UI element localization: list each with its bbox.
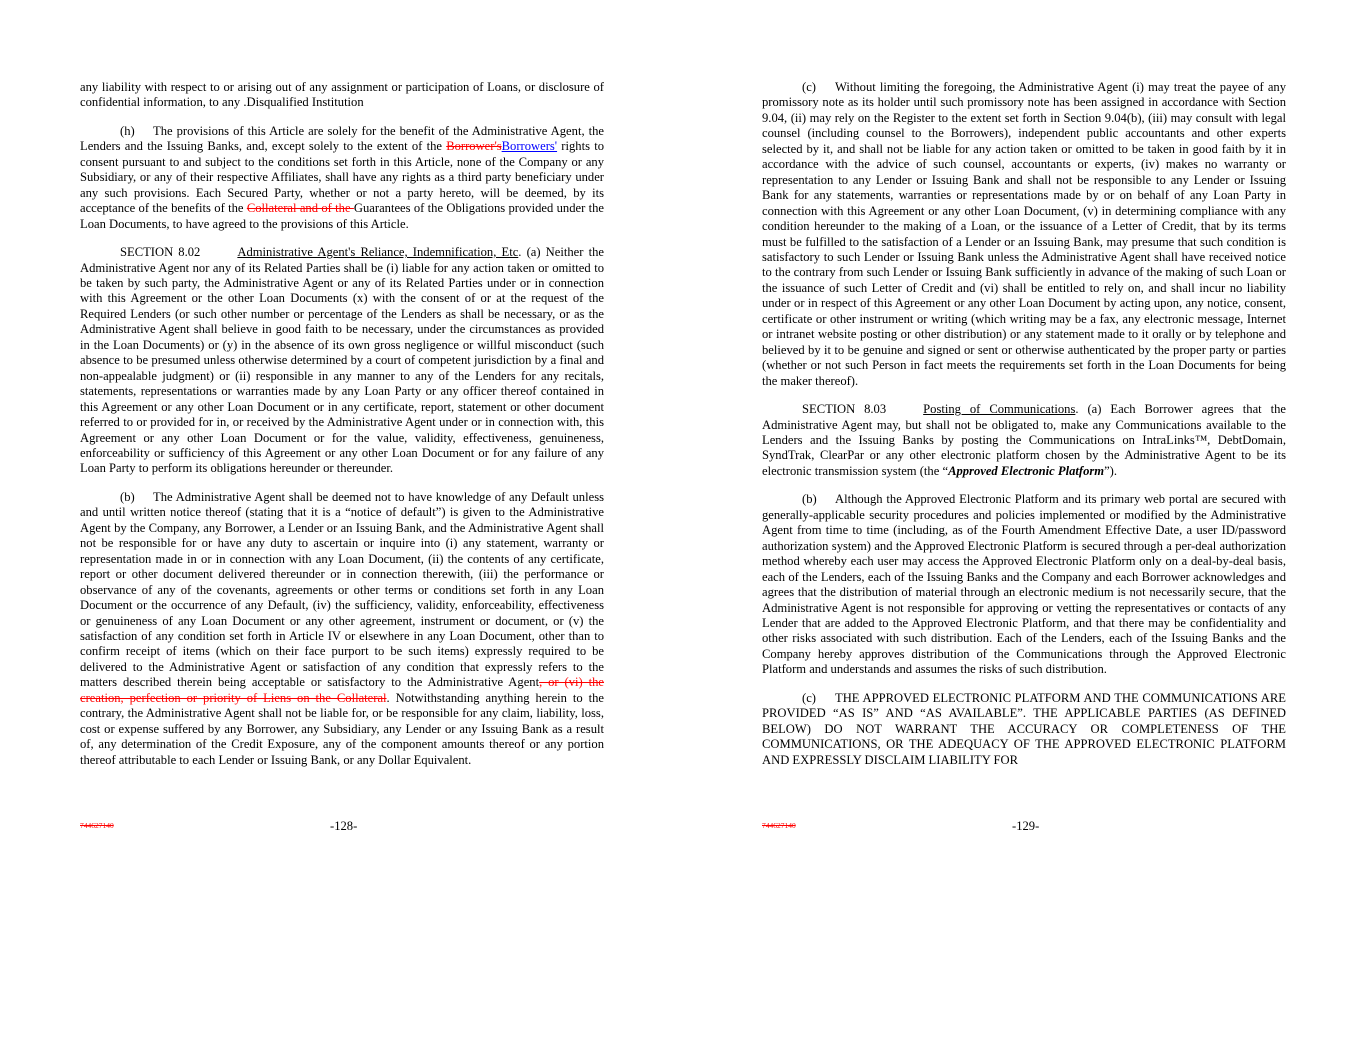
- deleted-text: , or (vi) the creation, perfection or priority of Liens on the Collateral: [80, 675, 604, 705]
- deleted-text: Borrower's: [446, 139, 502, 154]
- paragraph-b: [762, 492, 1286, 677]
- defined-term: Approved Electronic Platform: [948, 463, 1105, 478]
- paragraph-c: [762, 80, 1286, 389]
- page-129: [762, 80, 1286, 781]
- section-heading: Posting of Communications: [923, 402, 1076, 417]
- paragraph-text: Although the Approved Electronic Platform and its primary web portal are secured with generally-applicable security procedures and policies implemented or modified by the Administrative Agent from time to time (including, as of the Fourth Amendment Effective Date, a user ID/password authorization system) and the Approved Electronic Platform is secured through a per-deal authorization method whereby each user may access the Approved Electronic Platform only on a deal-by-deal basis, each of the Lenders, each of the Issuing Banks and the Company and each Borrower acknowledges and agrees that the distribution of material through an electronic medium is not necessarily secure, that the Administrative Agent is not responsible for approving or vetting the representatives or contacts of any Lender that are added to the Approved Electronic Platform, and that there may be confidentiality and other risks associated with such distribution. Each of the Lenders, each of the Issuing Banks and the Company hereby approves distribution of the Communications through the Approved Electronic Platform and understands and assumes the risks of such distribution.: [762, 492, 1286, 677]
- paragraph-text: The provisions of this Article are solely for the benefit of the Administrative Agent, the Lenders and the Issuing Banks, and, except solely to the extent of the: [80, 123, 604, 154]
- paragraph-b: [80, 490, 604, 768]
- paragraph-text: THE APPROVED ELECTRONIC PLATFORM AND THE COMMUNICATIONS ARE PROVIDED “AS IS” AND “AS AVAILABLE”. THE APPLICABLE PARTIES (AS DEFINED BELOW) DO NOT WARRANT THE ACCURACY OR COMPLETENESS OF THE COMMUNICATIONS, OR THE ADEQUACY OF THE APPROVED ELECTRONIC PLATFORM AND EXPRESSLY DISCLAIM LIABILITY FOR: [762, 690, 1286, 767]
- footer-document-id: 744627140: [762, 821, 796, 830]
- section-label: SECTION 8.02: [120, 245, 201, 260]
- paragraph-text: Without limiting the foregoing, the Administrative Agent (i) may treat the payee of any promissory note as its holder until such promissory note has been assigned in accordance with Section 9.04, (ii) may rely on the Register to the extent set forth in Section 9.04(b), (iii) may consult with legal counsel (including counsel to the Borrowers), independent public accountants and other experts selected by it, and shall not be liable for any action taken or omitted to be taken in good faith by it in accordance with the advice of such counsel, accountants or experts, (iv) makes no warranty or representation to any Lender or Issuing Bank and shall not be responsible to any Lender or Issuing Bank for any statements, warranties or representations made by or on behalf of any Loan Party in connection with this Agreement or any other Loan Document, (v) in determining compliance with any condition hereunder to the making of a Loan, or the issuance of a Letter of Credit, that by its terms must be fulfilled to the satisfaction of a Lender or an Issuing Bank, may presume that such condition is satisfactory to such Lender or Issuing Bank unless the Administrative Agent shall have received notice to the contrary from such Lender or Issuing Bank sufficiently in advance of the making of such Loan or the issuance of such Letter of Credit and (vi) shall be entitled to rely on, and shall incur no liability under or in respect of this Agreement or any other Loan Document by acting upon, any notice, consent, certificate or other instrument or writing (which writing may be a fax, any electronic message, Internet or intranet website posting or other distribution) or any statement made to it orally or by telephone and believed by it to be genuine and signed or sent or otherwise authenticated by the proper party or parties (whether or not such Person in fact meets the requirements set forth in the Loan Documents for being the maker thereof).: [762, 80, 1286, 388]
- paragraph-label: (c): [802, 80, 816, 94]
- paragraph-label: (b): [120, 489, 135, 504]
- page-128: [80, 80, 604, 781]
- paragraph-continuation: any liability with respect to or arising out of any assignment or participation of Loans, or disclosure of confidential information, to any .Disqualified Institution: [80, 80, 604, 110]
- section-text: . (a) Each Borrower agrees that the Administrative Agent may, but shall not be obligated to, make any Communications available to the Lenders and the Issuing Banks by posting the Communications on IntraLinks™, DebtDomain, SyndTrak, ClearPar or any other electronic platform chosen by the Administrative Agent to be its electronic transmission system (the “: [762, 402, 1286, 478]
- section-text: ”).: [1104, 463, 1118, 478]
- paragraph-h: [80, 124, 604, 232]
- paragraph-label: (c): [802, 690, 816, 705]
- page-number: -128-: [330, 819, 358, 833]
- paragraph-c-disclaimer: [762, 691, 1286, 768]
- section-heading: Administrative Agent's Reliance, Indemnification, Etc: [237, 245, 519, 260]
- paragraph-text: The Administrative Agent shall be deemed not to have knowledge of any Default unless and until written notice thereof (stating that it is a “notice of default”) is given to the Administrative Agent by the Company, any Borrower, a Lender or an Issuing Bank, and the Administrative Agent shall not be responsible for or have any duty to ascertain or inquire into (i) any statement, warranty or representation made in or in connection with any Loan Document, (ii) the contents of any certificate, report or other document delivered thereunder or in connection therewith, (iii) the performance or observance of any of the covenants, agreements or other terms or conditions set forth in any Loan Document or the occurrence of any Default, (iv) the sufficiency, validity, enforceability, effectiveness or genuineness of any Loan Document or any other agreement, instrument or document, or (v) the satisfaction of any condition set forth in Article IV or elsewhere in any Loan Document, other than to confirm receipt of items (which on their face purport to be such items) expressly required to be delivered to the Administrative Agent or satisfaction of any condition that expressly refers to the matters described therein being acceptable or satisfactory to the Administrative Agent: [80, 489, 604, 690]
- paragraph-text: Guarantees of the Obligations provided under the Loan Documents, to have agreed to the provisions of this Article.: [80, 201, 604, 231]
- paragraph-text: . Notwithstanding anything herein to the contrary, the Administrative Agent shall not be liable for, or be responsible for any claim, liability, loss, cost or expense suffered by any Borrower, any Subsidiary, any Lender or any Issuing Bank as a result of, any determination of the Credit Exposure, any of the component amounts thereof or any portion thereof attributable to each Lender or Issuing Bank, or any Dollar Equivalent.: [80, 690, 604, 767]
- paragraph-label: (h): [120, 123, 135, 138]
- section-text: . (a) Neither the Administrative Agent nor any of its Related Parties shall be (i) liable for any action taken or omitted to be taken by such party, the Administrative Agent or any of its Related Parties under or in connection with this Agreement or the other Loan Documents (x) with the consent of or at the request of the Required Lenders (or such other number or percentage of the Lenders as shall be necessary, or as the Administrative Agent shall believe in good faith to be necessary, under the circumstances as provided in the Loan Documents) or (y) in the absence of its own gross negligence or willful misconduct (such absence to be presumed unless otherwise determined by a court of competent jurisdiction by a final and non-appealable judgment) or (ii) responsible in any manner to any of the Lenders for any recitals, statements, representations or warranties made by any Loan Party or any officer thereof contained in this Agreement or any other Loan Document or in any certificate, report, statement or other document referred to or provided for in, or received by the Administrative Agent under or in connection with, this Agreement or any other Loan Document or for the value, validity, effectiveness, genuineness, enforceability or sufficiency of this Agreement or any other Loan Document or for any failure of any Loan Party to perform its obligations hereunder or thereunder.: [80, 245, 604, 476]
- footer-document-id: 744627140: [80, 821, 114, 830]
- paragraph-label: (b): [802, 492, 817, 507]
- page-number: -129-: [1012, 819, 1040, 833]
- section-label: SECTION 8.03: [802, 402, 887, 417]
- section-8-03: [762, 402, 1286, 479]
- deleted-text: Collateral and of the: [246, 201, 354, 216]
- paragraph-text: rights to consent pursuant to and subject to the conditions set forth in this Article, none of the Company or any Subsidiary, or any of their respective Affiliates, shall have any rights as a third party beneficiary under any such provisions. Each Secured Party, whether or not a party hereto, will be deemed, by its acceptance of the benefits of the: [80, 139, 604, 216]
- inserted-text: Borrowers': [501, 139, 558, 154]
- section-8-02: [80, 245, 604, 477]
